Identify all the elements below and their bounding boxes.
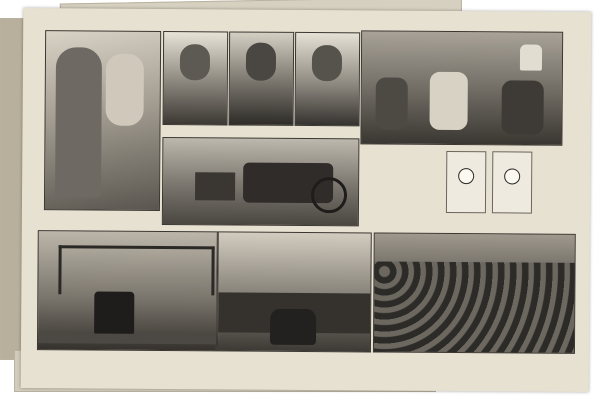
photo-crowd-car (217, 231, 372, 352)
flag-left (446, 151, 486, 213)
child-figure (106, 54, 145, 126)
rail-track (38, 333, 216, 344)
bridge-truss (58, 245, 214, 295)
caption-meeting (360, 146, 445, 227)
caption-bridge-train (37, 350, 215, 377)
photo-portrait-3 (295, 32, 361, 126)
caption-mother-child (44, 210, 158, 223)
seated-figure-left (375, 77, 407, 129)
photo-artillery (162, 137, 360, 226)
photo-prisoners (373, 232, 576, 353)
flag-emblem-left (458, 168, 474, 184)
photo-bridge-train (37, 230, 218, 351)
portrait-head-2 (246, 43, 276, 81)
caption-crowd-car (217, 351, 369, 364)
caption-prisoners (373, 352, 573, 365)
flag-right (492, 151, 532, 213)
lamp (520, 44, 542, 70)
newspaper-page (21, 8, 592, 392)
seated-figure-center (429, 72, 467, 130)
portrait-head-3 (312, 45, 342, 81)
caption-flags (446, 215, 560, 224)
seated-figure-right (501, 80, 543, 134)
photo-meeting (360, 30, 563, 145)
car (270, 309, 316, 345)
tractor (195, 172, 235, 200)
caption-portraits (162, 125, 357, 136)
photo-portrait-1 (163, 31, 229, 125)
prisoner-crowd (374, 261, 575, 352)
mother-figure (55, 47, 102, 197)
flag-emblem-right (504, 168, 520, 184)
portrait-head-1 (180, 44, 210, 80)
locomotive (94, 292, 134, 336)
gun-wheel (311, 177, 347, 213)
photo-portrait-2 (229, 31, 295, 125)
photo-mother-child (44, 30, 161, 211)
